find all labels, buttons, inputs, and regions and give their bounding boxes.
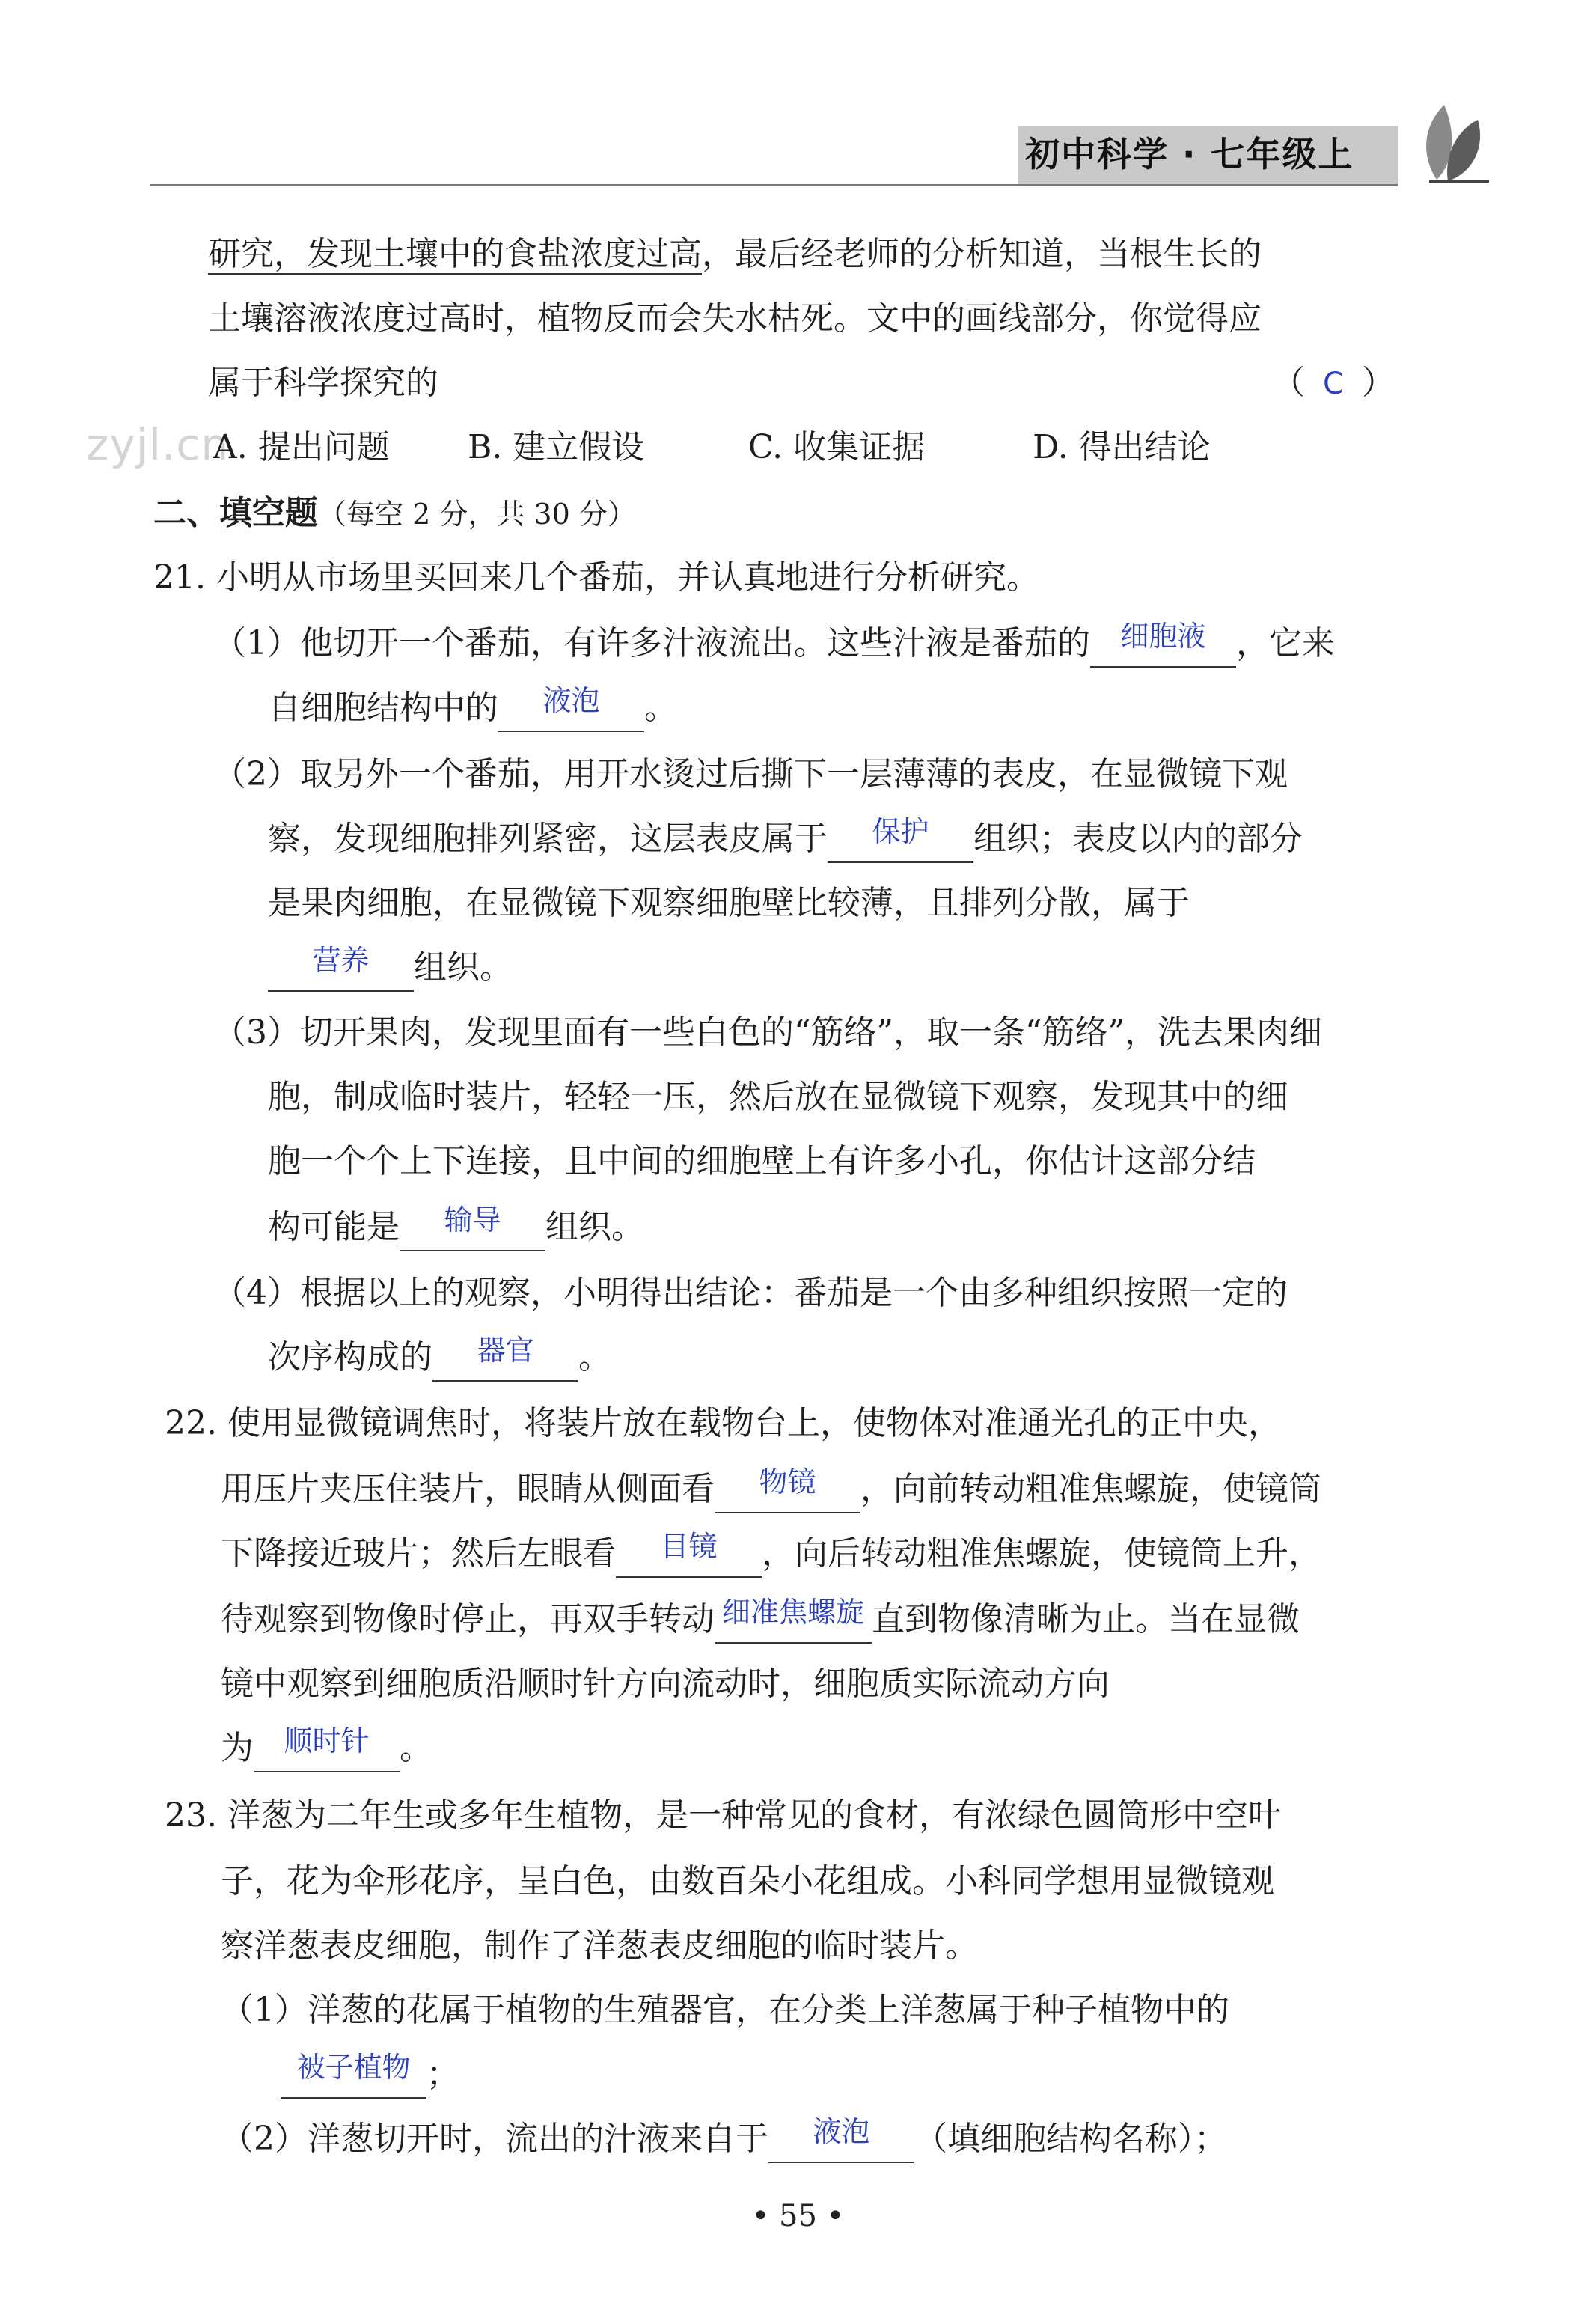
blank-field (715, 1467, 860, 1513)
handwritten-answer: 输导 (444, 1204, 501, 1236)
section-title: 二、填空题 (153, 494, 318, 532)
header-title: 初中科学 · 七年级上 (1025, 134, 1354, 174)
page-number: • 55 • (751, 2199, 845, 2233)
text: ，它来 (1236, 624, 1335, 662)
q20-option-d: D. 得出结论 (1033, 428, 1211, 466)
q21-part3-line2: 胞，制成临时装片，轻轻一压，然后放在显微镜下观察，发现其中的细 (268, 1078, 1288, 1116)
q22-line-5: 镜中观察到细胞质沿顺时针方向流动时，细胞质实际流动方向 (221, 1665, 1110, 1703)
q21-part3-line4 (268, 1205, 644, 1251)
q23-part2-line1 (221, 2117, 1227, 2163)
text: 直到物像清晰为止。当在显微 (872, 1600, 1300, 1638)
blank-field (432, 1335, 578, 1382)
q20-answer: C (1323, 367, 1344, 401)
q20-option-c: C. 收集证据 (748, 428, 926, 466)
q21-part1-line2 (268, 686, 677, 732)
text: ； (426, 2055, 459, 2093)
q22-line-2 (221, 1467, 1321, 1513)
q21-part1-line1 (213, 621, 1335, 668)
text: （填细胞结构名称）； (914, 2120, 1227, 2158)
q21-part4-line1: （4）根据以上的观察，小明得出结论：番茄是一个由多种组织按照一定的 (213, 1274, 1288, 1312)
text: 。 (400, 1729, 432, 1767)
q23-part1-line1: （1）洋葱的花属于植物的生殖器官，在分类上洋葱属于种子植物中的 (221, 1991, 1229, 2029)
section-2-heading (153, 491, 636, 537)
text: ，向后转动粗准焦螺旋，使镜筒上升， (762, 1534, 1321, 1573)
blank-field (498, 686, 644, 732)
blank-field (281, 2052, 426, 2099)
text: 。 (644, 689, 677, 727)
text: 下降接近玻片；然后左眼看 (221, 1534, 616, 1573)
handwritten-answer: 被子植物 (296, 2051, 411, 2084)
blank-field (400, 1205, 545, 1251)
blank-field (1090, 621, 1236, 668)
blank-field (616, 1531, 762, 1578)
q23-line-2: 子，花为伞形花序，呈白色，由数百朵小花组成。小科同学想用显微镜观 (221, 1862, 1274, 1900)
text: 用压片夹压住装片，眼睛从侧面看 (221, 1470, 715, 1508)
blank-field (254, 1726, 400, 1772)
text: 自细胞结构中的 (268, 689, 498, 727)
q23-line-1: 23. 洋葱为二年生或多年生植物，是一种常见的食材，有浓绿色圆筒形中空叶 (165, 1796, 1281, 1834)
text: 组织；表皮以内的部分 (973, 820, 1303, 858)
section-note: （每空 2 分，共 30 分） (318, 498, 636, 531)
q21-part2-line1: （2）取另外一个番茄，用开水烫过后撕下一层薄薄的表皮，在显微镜下观 (213, 755, 1288, 793)
q21-part3-line1: （3）切开果肉，发现里面有一些白色的“筋络”，取一条“筋络”，洗去果肉细 (213, 1013, 1322, 1052)
q21-part2-line4 (268, 945, 513, 992)
q23-line-3: 察洋葱表皮细胞，制作了洋葱表皮细胞的临时装片。 (221, 1927, 978, 1965)
blank-field (768, 2117, 914, 2163)
text: 组织。 (545, 1208, 644, 1246)
q20-line-2: 土壤溶液浓度过高时，植物反而会失水枯死。文中的画线部分，你觉得应 (208, 299, 1262, 338)
text: ，向前转动粗准焦螺旋，使镜筒 (860, 1470, 1321, 1508)
q22-line-1: 22. 使用显微镜调焦时，将装片放在载物台上，使物体对准通光孔的正中央， (165, 1404, 1281, 1442)
handwritten-answer: 器官 (477, 1334, 534, 1367)
q22-line-4 (221, 1597, 1300, 1644)
q20-answer-paren (1272, 361, 1395, 406)
q20-line-1 (208, 232, 1262, 277)
handwritten-answer: 目镜 (660, 1530, 718, 1563)
paren-close: ） (1361, 364, 1395, 402)
text: 组织。 (414, 948, 513, 986)
handwritten-answer: 保护 (872, 815, 929, 848)
watermark: zyjl.cn (86, 419, 230, 470)
q23-part1-line2 (281, 2052, 459, 2099)
q21-stem: 21. 小明从市场里买回来几个番茄，并认真地进行分析研究。 (153, 558, 1039, 597)
q20-underlined-text: 研究，发现土壤中的食盐浓度过高 (208, 235, 702, 275)
q21-part3-line3: 胞一个个上下连接，且中间的细胞壁上有许多小孔，你估计这部分结 (268, 1142, 1256, 1180)
text: 待观察到物像时停止，再双手转动 (221, 1600, 715, 1638)
handwritten-answer: 细准焦螺旋 (721, 1596, 864, 1629)
text: 为 (221, 1729, 254, 1767)
handwritten-answer: 细胞液 (1120, 620, 1206, 653)
q22-line-6 (221, 1726, 432, 1772)
handwritten-answer: 物镜 (759, 1465, 816, 1498)
q20-option-b: B. 建立假设 (468, 428, 645, 466)
handwritten-answer: 顺时针 (284, 1724, 370, 1757)
paren-open: （ (1272, 364, 1305, 402)
handwritten-answer: 液泡 (542, 684, 600, 717)
q21-part2-line2 (268, 817, 1303, 863)
text: （1）他切开一个番茄，有许多汁液流出。这些汁液是番茄的 (213, 624, 1090, 662)
text: （2）洋葱切开时，流出的汁液来自于 (221, 2120, 768, 2158)
blank-field (828, 817, 973, 863)
q21-part4-line2 (268, 1335, 611, 1382)
text: 次序构成的 (268, 1338, 432, 1376)
q21-part2-line3: 是果肉细胞，在显微镜下观察细胞壁比较薄，且排列分散，属于 (268, 884, 1190, 922)
text: 察，发现细胞排列紧密，这层表皮属于 (268, 820, 828, 858)
text: 构可能是 (268, 1208, 400, 1246)
blank-field (268, 945, 414, 992)
text: 。 (578, 1338, 611, 1376)
q20-line-1-rest: ，最后经老师的分析知道，当根生长的 (702, 235, 1262, 273)
leaf-logo-icon (1414, 97, 1496, 187)
header-rule (150, 184, 1398, 186)
blank-field (715, 1597, 872, 1644)
handwritten-answer: 液泡 (813, 2115, 870, 2148)
handwritten-answer: 营养 (312, 944, 370, 977)
q22-line-3 (221, 1531, 1321, 1578)
q20-line-3: 属于科学探究的 (208, 364, 438, 402)
q20-option-a: A. 提出问题 (213, 428, 390, 466)
